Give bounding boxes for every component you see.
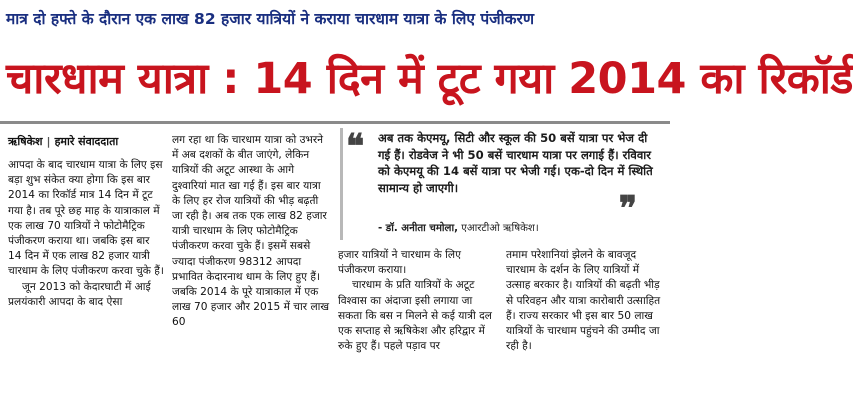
byline-separator: | — [46, 135, 51, 148]
column-4-paragraph-1: तमाम परेशानियां झेलने के बावजूद चारधाम के दर्शन के लिए यात्रियों में उत्साह बरकार है। यात्रियों की बढ़ती भीड़ से परिवहन और यात्रा कारोबारी उत्साहित हैं। राज्य सरकार भी इस बार 50 लाख यात्रियों के चारधाम पहुंचने की उम्मीद जा रही है। — [506, 249, 661, 353]
byline-place: ऋषिकेश — [8, 135, 43, 148]
article-column-3 — [338, 248, 496, 398]
column-1-paragraph-1: आपदा के बाद चारधाम यात्रा के लिए इस बड़ा शुभ संकेत क्या होगा कि इस बार 2014 का रिकॉर्ड मात्र 14 दिन में टूट गया है। तब पूरे छह माह के यात्राकाल में एक लाख 70 यात्रियों ने फोटोमैट्रिक पंजीकरण कराया था। जबकि इस बार 14 दिन में एक लाख 82 हजार यात्री चारधाम के लिए पंजीकरण करवा चुके हैं। — [8, 159, 164, 278]
article-kicker: मात्र दो हफ्ते के दौरान एक लाख 82 हजार यात्रियों ने कराया चारधाम यात्रा के लिए पंजीकरण — [6, 10, 535, 28]
pull-quote-text: अब तक केएमयू, सिटी और स्कूल की 50 बसें यात्रा पर भेज दी गई हैं। रोडवेज ने भी 50 बसें चारधाम यात्रा पर लगाई हैं। रविवार को केएमयू की 14 बसें यात्रा पर भेजी गई। एक-दो दिन में स्थिति सामान्य हो जाएगी। — [378, 131, 653, 195]
headline-divider — [0, 121, 670, 124]
attribution-role: एआरटीओ ऋषिकेश। — [461, 223, 539, 234]
column-3-paragraph-2: चारधाम के प्रति यात्रियों के अटूट विश्वास का अंदाजा इसी लगाया जा सकता कि बस न मिलने से कई यात्री दल एक सप्ताह से ऋषिकेश और हरिद्वार में रुके हुए हैं। पहले पड़ाव पर — [338, 279, 492, 353]
byline-reporter: हमारे संवाददाता — [54, 135, 119, 148]
article-column-2 — [172, 133, 330, 398]
open-quote-icon: ❝ — [346, 127, 365, 167]
column-3-paragraph-1: हजार यात्रियों ने चारधाम के लिए पंजीकरण कराया। — [338, 249, 461, 277]
pull-quote-attribution — [378, 220, 662, 234]
article-column-4 — [506, 248, 664, 398]
article-headline: चारधाम यात्रा : 14 दिन में टूट गया 2014 का रिकॉर्ड — [6, 54, 853, 104]
column-2-paragraph-1: लग रहा था कि चारधाम यात्रा को उभरने में अब दशकों के बीत जाएंगे, लेकिन यात्रियों की अटूट आस्था के आगे दुश्वारियां मात खा गई हैं। इस बार यात्रा के लिए हर रोज यात्रियों की भीड़ बढ़ती जा रही है। अब तक एक लाख 82 हजार यात्री चारधाम के लिए फोटोमैट्रिक पंजीकरण करवा चुके हैं। इसमें सबसे ज्यादा पंजीकरण 98312 आपदा प्रभावित केदारनाथ धाम के लिए हुए हैं। जबकि 2014 के पूरे यात्राकाल में एक लाख 70 हजार और 2015 में चार लाख 60 — [172, 134, 330, 329]
column-1-paragraph-2: जून 2013 को केदारघाटी में आई प्रलयंकारी आपदा के बाद ऐसा — [8, 280, 151, 308]
pull-quote-bar — [340, 128, 343, 240]
close-quote-icon: ❞ — [618, 189, 637, 229]
pull-quote — [340, 128, 665, 240]
article-byline — [8, 134, 118, 149]
attribution-name: - डॉ. अनीता चमोला, — [378, 223, 458, 234]
article-column-1 — [8, 158, 164, 398]
